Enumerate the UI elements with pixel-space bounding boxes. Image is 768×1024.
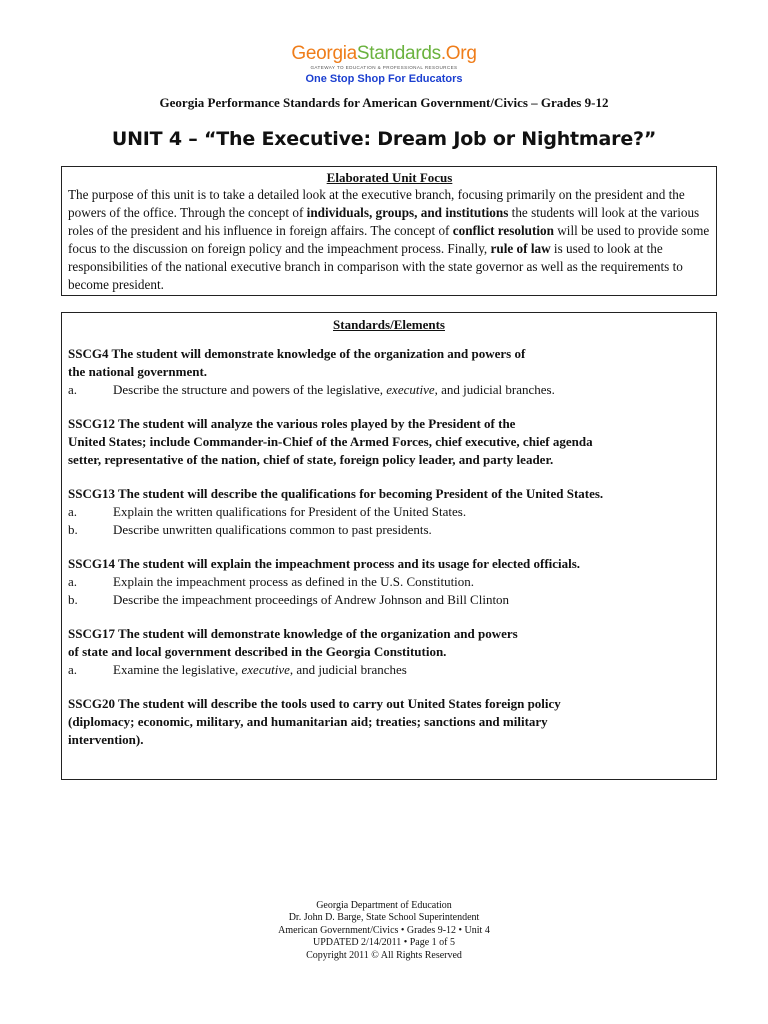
unit-focus-box: [61, 166, 717, 296]
logo-wordmark-part2: Standards: [356, 43, 441, 64]
standard-sscg13-heading: SSCG13 The student will describe the qualifications for becoming President of the United States.: [68, 486, 604, 501]
footer-line-department: Georgia Department of Education: [316, 900, 452, 911]
footer-line-updated: UPDATED 2/14/2011 • Page 1 of 5: [312, 937, 455, 949]
standard-sscg12-heading-line3: setter, representative of the nation, chief of state, foreign policy leader, and party leader.: [68, 452, 554, 467]
element-item: [68, 661, 710, 679]
logo-wordmark-part1: Georgia: [291, 43, 357, 64]
standard-sscg17-heading-line2: of state and local government described in the Georgia Constitution.: [68, 644, 447, 659]
footer-line-course: American Government/Civics • Grades 9-12 • Unit 4: [278, 924, 490, 936]
standards-title: Standards/Elements: [333, 317, 445, 332]
element-text: Explain the impeachment process as defined in the U.S. Constitution.: [113, 574, 475, 589]
logo-tagline: One Stop Shop For Educators: [305, 73, 463, 85]
standards-box: [61, 312, 717, 780]
focus-text-1: The purpose of this unit is to take a detailed look at the executive branch, focusing primarily on the president and the powers of the office. Through the concept of: [68, 187, 685, 220]
element-text: Explain the written qualifications for President of the United States.: [113, 504, 467, 519]
element-text-pre: Describe the structure and powers of the legislative,: [113, 382, 387, 397]
element-text-emphasis: executive: [386, 382, 435, 397]
focus-text-3: will be used to provide some focus to the discussion on foreign policy and the impeachment process. Finally,: [68, 223, 710, 256]
element-item: [68, 591, 710, 609]
logo-gateway-text: GATEWAY TO EDUCATION & PROFESSIONAL RESOURCES: [310, 65, 458, 70]
element-letter: a.: [68, 504, 78, 519]
element-text: [113, 661, 407, 679]
element-item: [68, 381, 710, 399]
page-footer: [0, 900, 768, 962]
logo-wordmark-part3: .Org: [440, 43, 477, 64]
element-text-emphasis: executive: [241, 662, 290, 677]
standard-sscg12: [68, 415, 710, 469]
document-subtitle: Georgia Performance Standards for American Government/Civics – Grades 9-12: [159, 95, 609, 110]
unit-title: UNIT 4 – “The Executive: Dream Job or Nightmare?”: [111, 128, 657, 150]
element-letter: b.: [68, 522, 78, 537]
focus-concept-conflict: conflict resolution: [452, 223, 554, 238]
standard-sscg20-heading-line3: intervention).: [68, 732, 144, 747]
standard-sscg20: [68, 695, 710, 749]
focus-concept-rule-of-law: rule of law: [490, 241, 551, 256]
standard-sscg4-heading-line2: the national government.: [68, 364, 208, 379]
site-logo[interactable]: [0, 44, 768, 86]
focus-concept-individuals: individuals, groups, and institutions: [306, 205, 509, 220]
standard-sscg13: [68, 485, 710, 539]
element-text: [113, 381, 555, 399]
element-item: [68, 503, 710, 521]
element-item: [68, 573, 710, 591]
element-item: [68, 521, 710, 539]
element-letter: a.: [68, 382, 78, 397]
footer-line-copyright: Copyright 2011 © All Rights Reserved: [306, 949, 462, 961]
standard-sscg17: [68, 625, 710, 679]
logo-wordmark: [291, 44, 476, 64]
footer-line-superintendent: Dr. John D. Barge, State School Superintendent: [288, 912, 480, 924]
element-letter: a.: [68, 662, 78, 677]
standard-sscg20-heading-line2: (diplomacy; economic, military, and humanitarian aid; treaties; sanctions and military: [68, 714, 548, 729]
standard-sscg4-heading-line1: SSCG4 The student will demonstrate knowledge of the organization and powers of: [68, 346, 526, 361]
standard-sscg12-heading-line2: United States; include Commander-in-Chief of the Armed Forces, chief executive, chief agenda: [68, 434, 593, 449]
element-text: Describe unwritten qualifications common to past presidents.: [113, 522, 432, 537]
standard-sscg17-heading-line1: SSCG17 The student will demonstrate knowledge of the organization and powers: [68, 626, 518, 641]
focus-text-2: the students will look at the various roles of the president and his influence in foreign affairs. The concept of: [68, 205, 700, 238]
standard-sscg20-heading-line1: SSCG20 The student will describe the tools used to carry out United States foreign policy: [68, 696, 561, 711]
standard-sscg4: [68, 345, 710, 399]
element-letter: a.: [68, 574, 78, 589]
element-text-post: , and judicial branches.: [434, 382, 555, 397]
element-letter: b.: [68, 592, 78, 607]
standard-sscg14-heading: SSCG14 The student will explain the impeachment process and its usage for elected officials.: [68, 556, 581, 571]
standard-sscg12-heading-line1: SSCG12 The student will analyze the various roles played by the President of the: [68, 416, 516, 431]
element-text: Describe the impeachment proceedings of Andrew Johnson and Bill Clinton: [113, 592, 510, 607]
unit-focus-title: Elaborated Unit Focus: [326, 170, 453, 185]
unit-focus-paragraph: [68, 186, 711, 294]
standard-sscg14: [68, 555, 710, 609]
element-text-post: , and judicial branches: [289, 662, 407, 677]
element-text-pre: Examine the legislative,: [113, 662, 242, 677]
focus-text-4: is used to look at the responsibilities of the national executive branch in comparison with the state governor as well as the requirements to become president.: [68, 241, 683, 292]
